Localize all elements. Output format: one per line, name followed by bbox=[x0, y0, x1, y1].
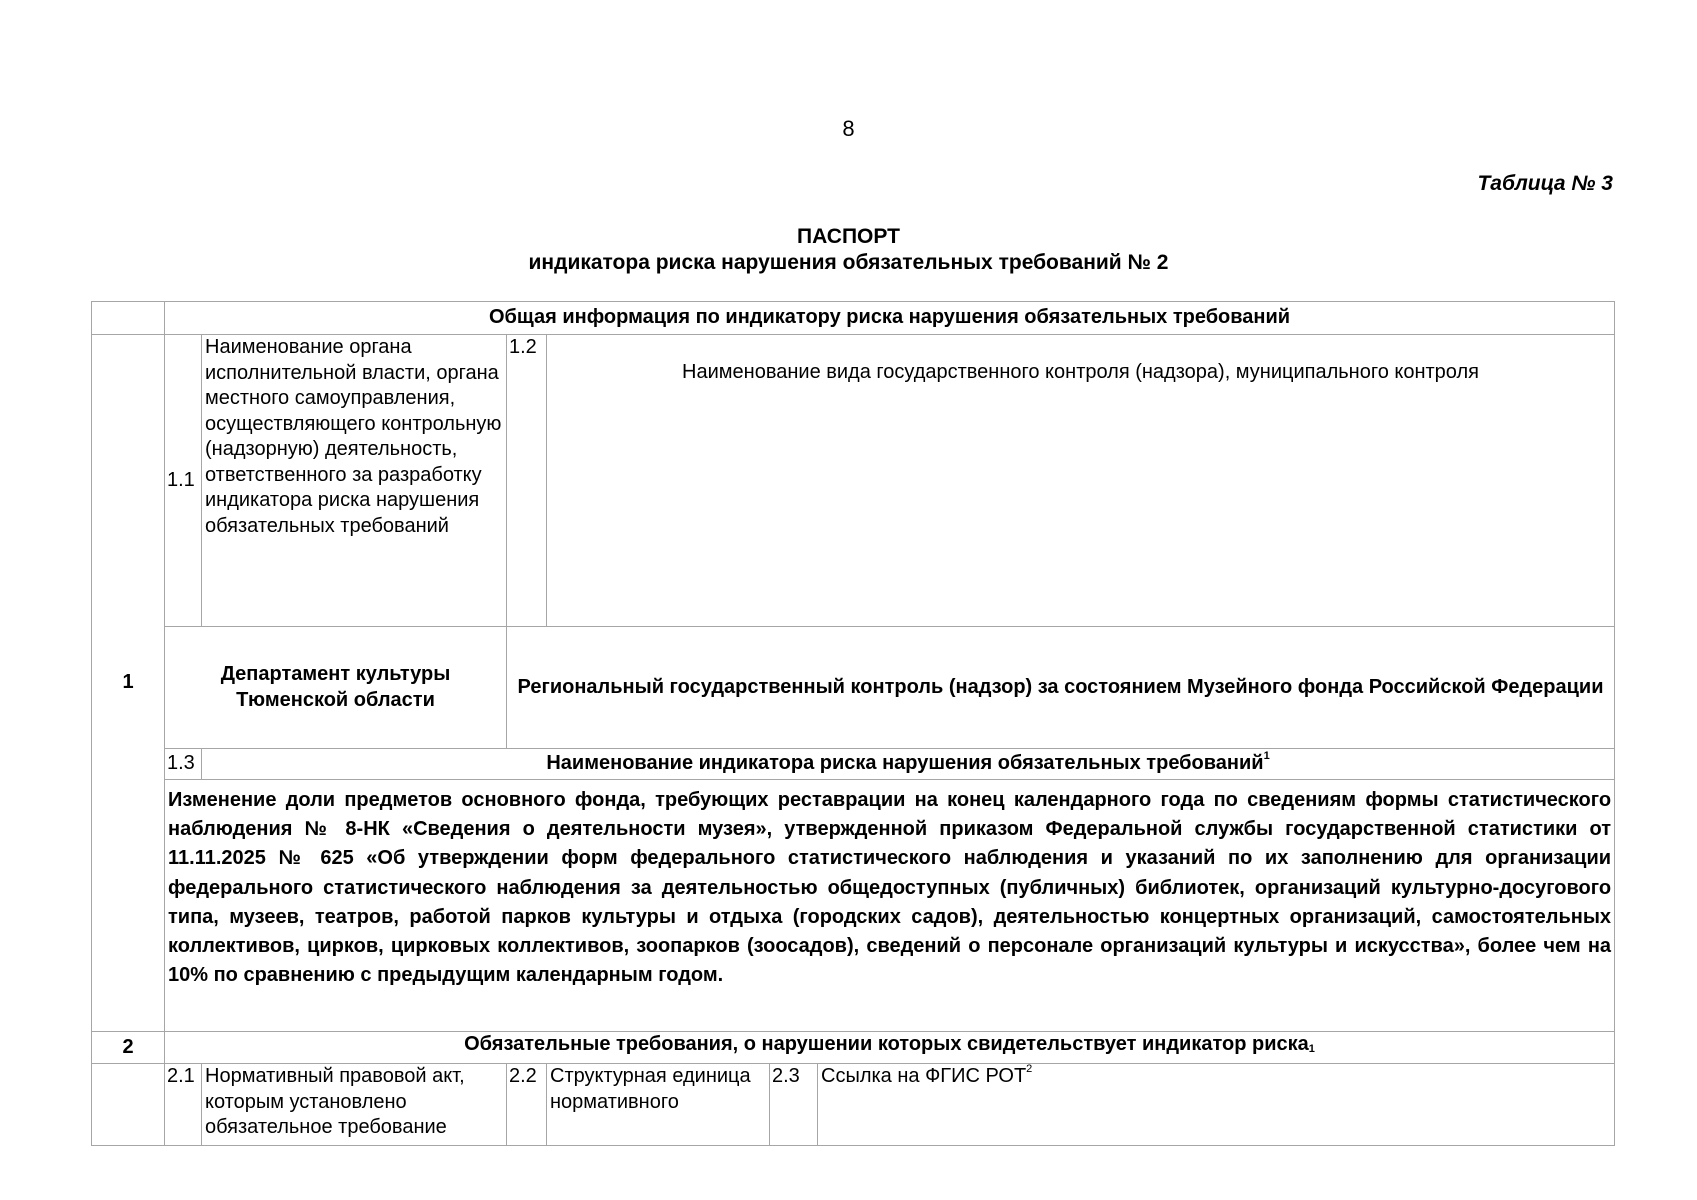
item-2-2-number: 2.2 bbox=[507, 1064, 547, 1146]
item-1-1-value: Департамент культуры Тюменской области bbox=[165, 627, 507, 749]
item-2-3-number: 2.3 bbox=[770, 1064, 818, 1146]
passport-table bbox=[91, 301, 1615, 1146]
item-2-1-label: Нормативный правовой акт, которым установлено обязательное требование bbox=[202, 1064, 507, 1146]
page-number: 8 bbox=[842, 116, 855, 141]
section-2-number: 2 bbox=[92, 1032, 165, 1064]
empty-cell bbox=[92, 1064, 165, 1146]
item-2-1-number: 2.1 bbox=[165, 1064, 202, 1146]
section-2-header-cell bbox=[165, 1032, 1615, 1064]
section-2-footnote-marker: 1 bbox=[1308, 1043, 1315, 1056]
item-1-3-number: 1.3 bbox=[165, 749, 202, 780]
item-2-3-label-cell bbox=[818, 1064, 1615, 1146]
item-1-1-number: 1.1 bbox=[165, 335, 202, 627]
section-2-header-row bbox=[92, 1032, 1615, 1064]
item-1-2-label: Наименование вида государственного контроля (надзора), муниципального контроля bbox=[547, 335, 1615, 627]
item-2-2-label: Структурная единица нормативного bbox=[547, 1064, 770, 1146]
row-1-1-labels bbox=[92, 335, 1615, 627]
section-1-header: Общая информация по индикатору риска нарушения обязательных требований bbox=[165, 302, 1615, 335]
row-2-items bbox=[92, 1064, 1615, 1146]
item-1-2-value: Региональный государственный контроль (надзор) за состоянием Музейного фонда Российской Федерации bbox=[507, 627, 1615, 749]
item-2-3-label: Ссылка на ФГИС РОТ bbox=[821, 1065, 1027, 1087]
item-1-3-label-cell bbox=[202, 749, 1615, 780]
footnote-2-marker: 2 bbox=[1026, 1063, 1033, 1075]
table-label: Таблица № 3 bbox=[1477, 172, 1613, 195]
row-1-3-value bbox=[92, 780, 1615, 1032]
title-line-1: ПАСПОРТ bbox=[797, 225, 900, 248]
empty-cell bbox=[92, 302, 165, 335]
section-1-number: 1 bbox=[92, 335, 165, 1032]
item-1-3-label: Наименование индикатора риска нарушения обязательных требований bbox=[546, 752, 1264, 775]
document-title bbox=[0, 224, 1697, 276]
row-1-1-values bbox=[92, 627, 1615, 749]
footnote-1-marker: 1 bbox=[1263, 750, 1270, 763]
row-1-3-label bbox=[92, 749, 1615, 780]
item-1-1-label: Наименование органа исполнительной власти, органа местного самоуправления, осуществляющего контрольную (надзорную) деятельность, ответственного за разработку индикатора риска нарушения обязательных требований bbox=[202, 335, 507, 627]
section-1-header-row bbox=[92, 302, 1615, 335]
item-1-2-number: 1.2 bbox=[507, 335, 547, 627]
item-1-3-value: Изменение доли предметов основного фонда, требующих реставрации на конец календарного года по сведениям формы статистического наблюдения № 8-НК «Сведения о деятельности музея», утвержденной приказом Федеральной службы государственной статистики от 11.11.2025 № 625 «Об утверждении форм федерального статистического наблюдения и указаний по их заполнению для организации федерального статистического наблюдения за деятельностью общедоступных (публичных) библиотек, организаций культурно-досугового типа, музеев, театров, работой парков культуры и отдыха (городских садов), деятельностью концертных организаций, самостоятельных коллективов, цирков, цирковых коллективов, зоопарков (зоосадов), сведений о персонале организаций культуры и искусства», более чем на 10% по сравнению с предыдущим календарным годом. bbox=[165, 780, 1615, 1032]
section-2-header: Обязательные требования, о нарушении которых свидетельствует индикатор риска bbox=[464, 1033, 1309, 1056]
title-line-2: индикатора риска нарушения обязательных требований № 2 bbox=[528, 251, 1169, 274]
